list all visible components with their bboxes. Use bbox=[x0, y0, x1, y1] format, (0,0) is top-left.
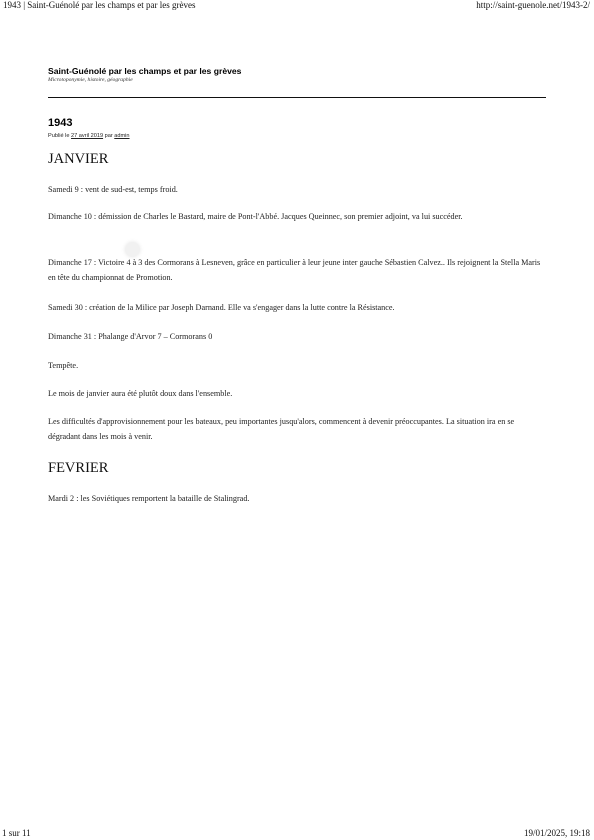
paragraph: Samedi 30 : création de la Milice par Joseph Darnand. Elle va s'engager dans la lutte contre la Résistance. bbox=[48, 303, 395, 312]
paragraph: Samedi 9 : vent de sud-est, temps froid. bbox=[48, 185, 178, 194]
section-heading-janvier: JANVIER bbox=[48, 151, 109, 167]
paragraph: Mardi 2 : les Soviétiques remportent la bataille de Stalingrad. bbox=[48, 494, 250, 503]
post-date-link[interactable]: 27 avril 2019 bbox=[71, 133, 104, 139]
print-header bbox=[0, 0, 594, 12]
post-meta-by: par bbox=[104, 133, 113, 139]
paragraph: Tempête. bbox=[48, 361, 79, 370]
post bbox=[48, 117, 548, 503]
site-title[interactable]: Saint-Guénolé par les champs et par les grèves bbox=[48, 66, 242, 76]
print-timestamp: 19/01/2025, 19:18 bbox=[523, 828, 590, 838]
loading-spinner-icon bbox=[125, 242, 140, 257]
paragraph: Le mois de janvier aura été plutôt doux dans l'ensemble. bbox=[48, 389, 233, 398]
page-number: 1 sur 11 bbox=[2, 828, 31, 838]
paragraph: Dimanche 10 : démission de Charles le Bastard, maire de Pont-l'Abbé. Jacques Queinnec, son premier adjoint, va lui succéder. bbox=[48, 212, 463, 221]
paragraph: Dimanche 31 : Phalange d'Arvor 7 – Cormorans 0 bbox=[48, 332, 213, 341]
post-meta-prefix: Publié le bbox=[48, 133, 70, 139]
post-author-link[interactable]: admin bbox=[114, 133, 130, 139]
print-header-url: http://saint-guenole.net/1943-2/ bbox=[476, 0, 590, 10]
paragraph: Dimanche 17 : Victoire 4 à 3 des Cormorans à Lesneven, grâce en particulier à leur jeune inter gauche Sébastien Calvez.. Ils rejoignent la Stella Maris en tête du championnat de Promotion. bbox=[48, 258, 541, 282]
paragraph: Les difficultés d'approvisionnement pour les bateaux, peu importantes jusqu'alors, commencent à devenir préoccupantes. La situation ira en se dégradant dans les mois à venir. bbox=[48, 417, 515, 441]
section-heading-fevrier: FEVRIER bbox=[48, 460, 109, 476]
site-tagline: Microtoponymie, histoire, géographie bbox=[48, 77, 133, 83]
site-header bbox=[48, 66, 546, 98]
post-meta bbox=[48, 132, 548, 140]
print-footer bbox=[0, 828, 594, 840]
print-header-title: 1943 | Saint-Guénolé par les champs et par les grèves bbox=[3, 0, 196, 10]
post-title: 1943 bbox=[48, 117, 73, 129]
